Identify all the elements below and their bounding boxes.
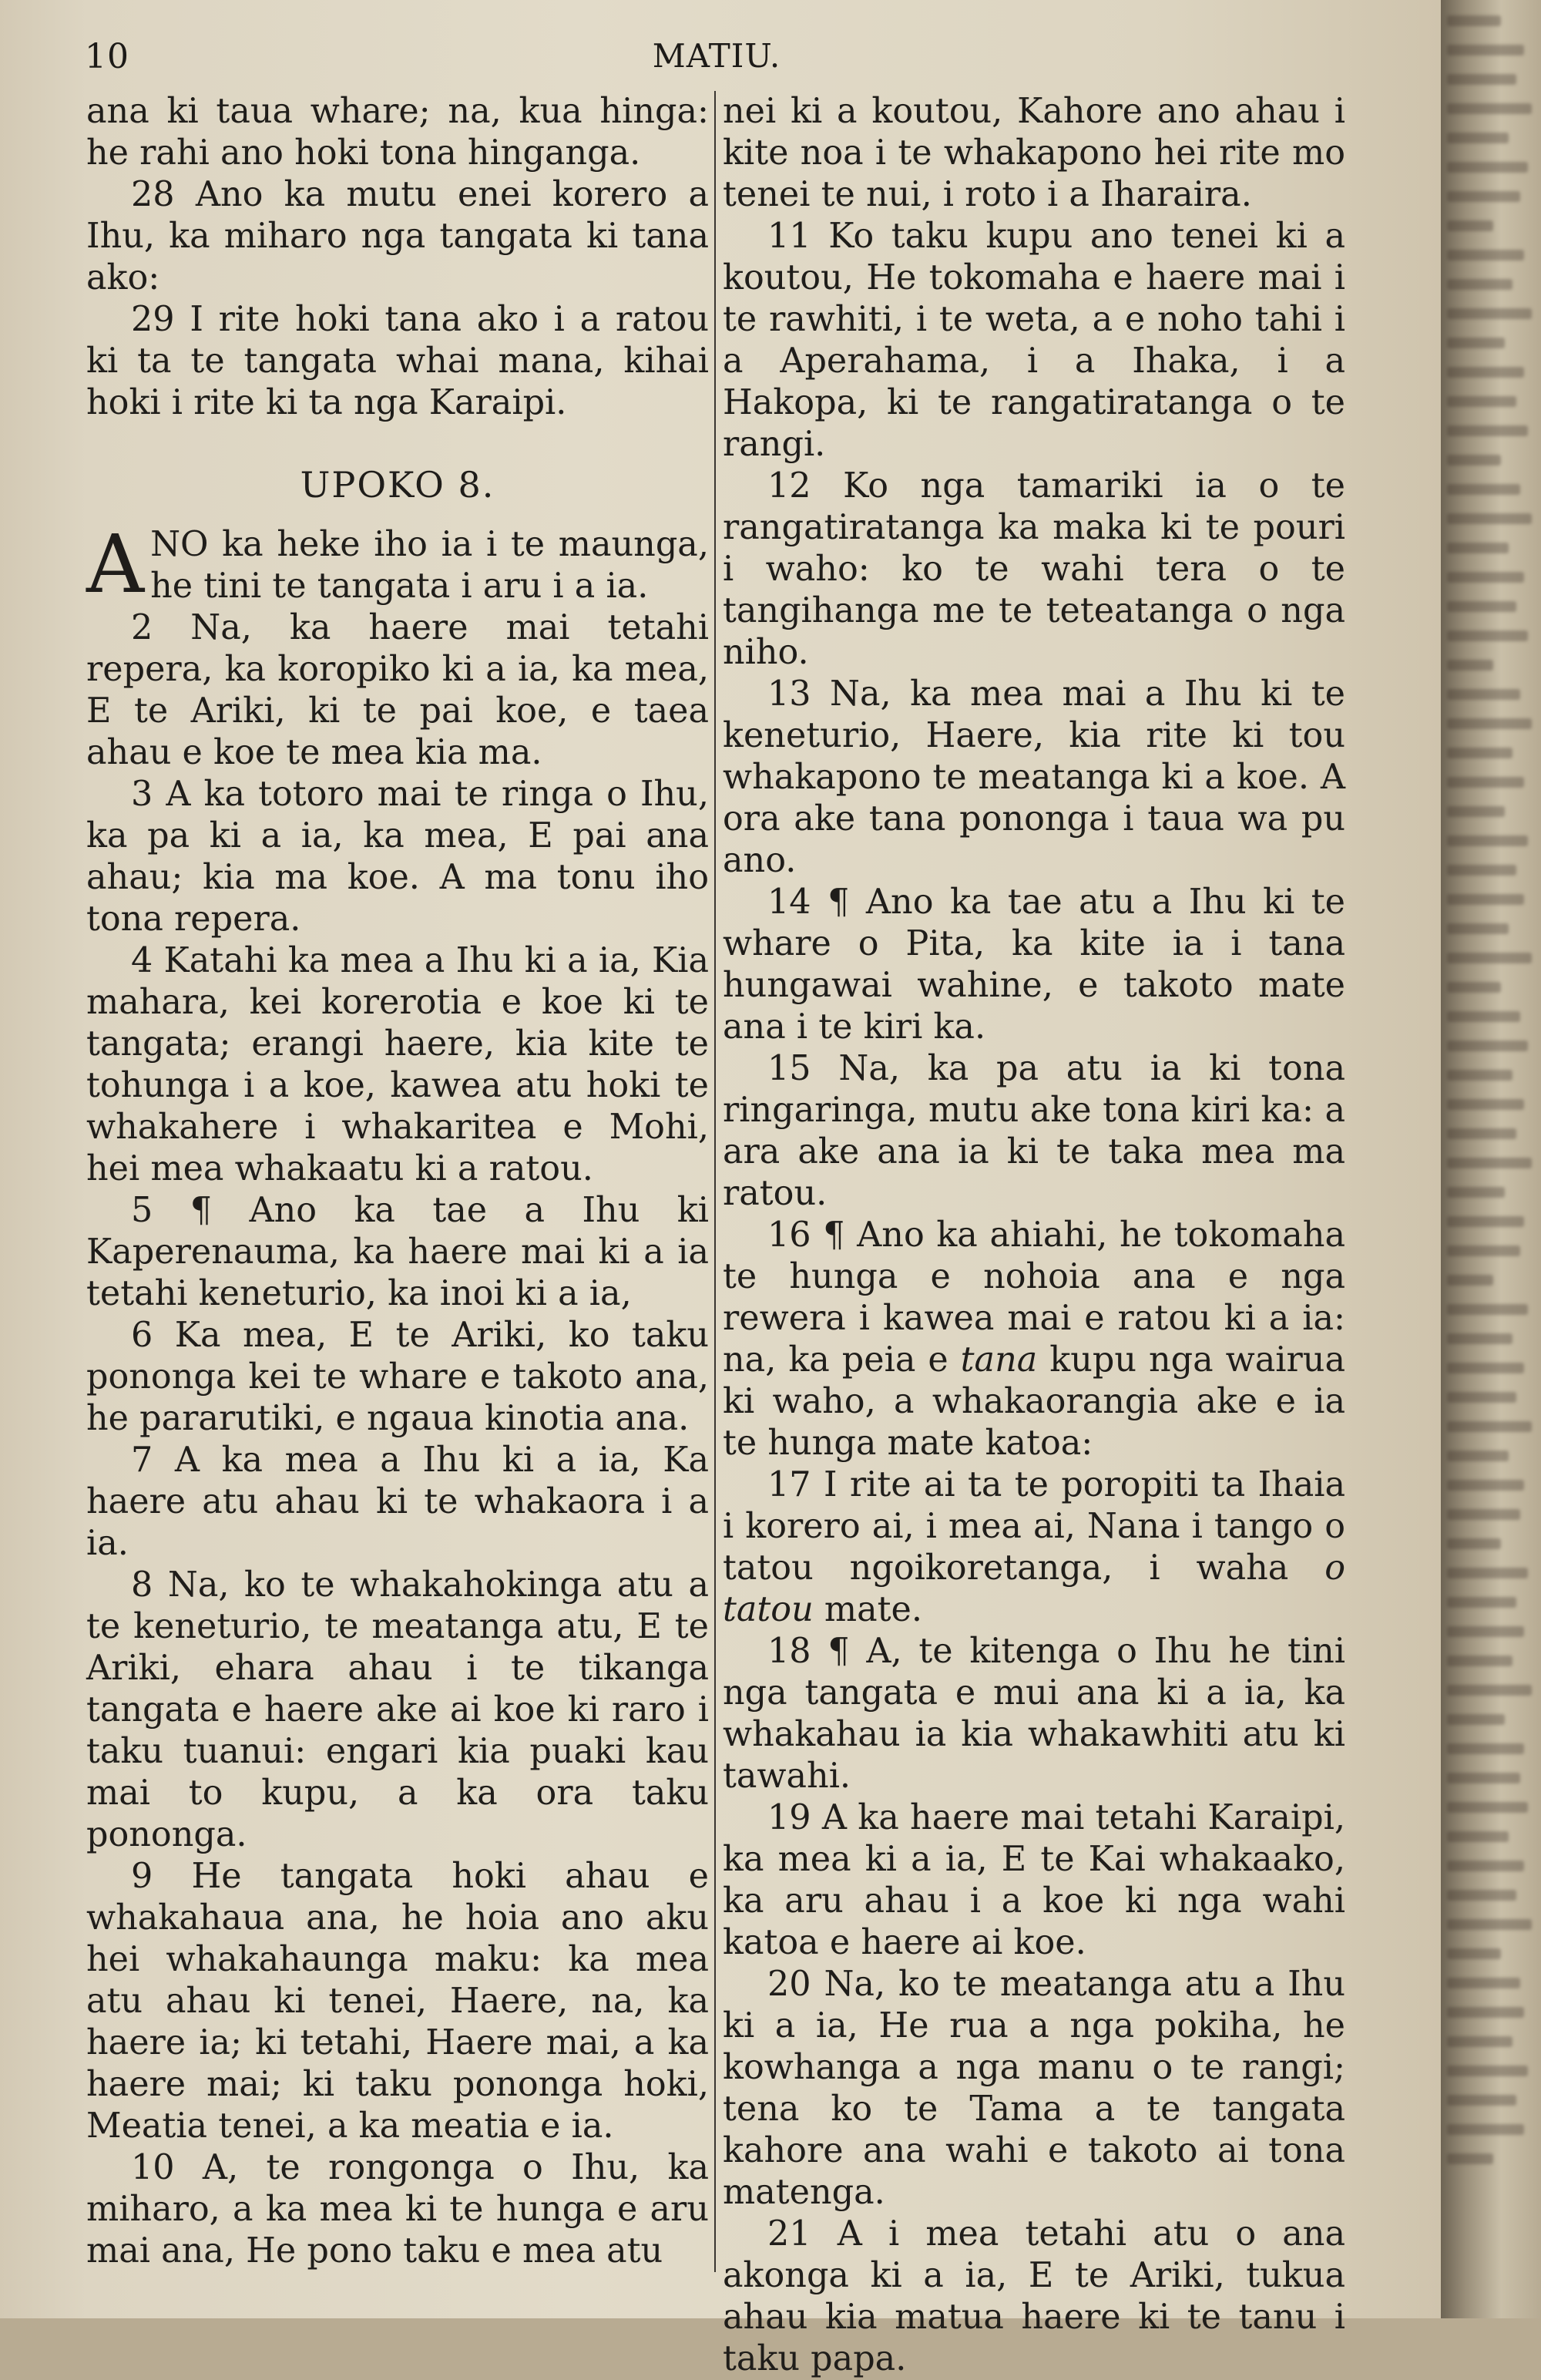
verse-17-italic: o tatou [723,1548,1345,1629]
verse-8: 8 Na, ko te whakahokinga atu a te keneturio, te meatanga atu, E te Ariki, ehara ahau i te tikanga tangata e haere ake ai koe ki raro i taku tuanui: engari kia puaki kau mai to kupu, a ka ora taku pononga. [86,1565,709,1854]
verse-28: 28 Ano ka mutu enei korero a Ihu, ka miharo nga tangata ki tana ako: [86,175,709,298]
verse-21: 21 A i mea tetahi atu o ana akonga ki a ia, E te Ariki, tukua ahau kia matua haere ki te tanu i taku papa. [723,2214,1345,2378]
verse-29: 29 I rite hoki tana ako i a ratou ki ta te tangata whai mana, kihai hoki i rite ki ta nga Karaipi. [86,300,709,422]
verse-10: 10 A, te rongonga o Ihu, ka miharo, a ka mea ki te hunga e aru mai ana, He pono taku e mea atu [86,2148,709,2271]
verse-12: 12 Ko nga tamariki ia o te rangatiratanga ka maka ki te pouri i waho: ko te wahi tera o te tangihanga me te teteatanga o nga niho. [723,466,1345,672]
verse-18: 18 ¶ A, te kitenga o Ihu he tini nga tangata e mui ana ki a ia, ka whakahau ia kia whakawhiti atu ki tawahi. [723,1632,1345,1796]
running-head [85,37,1348,83]
verse-5: 5 ¶ Ano ka tae a Ihu ki Kaperenauma, ka haere mai ki a ia tetahi keneturio, ka inoi ki a ia, [86,1191,709,1313]
verse-19: 19 A ka haere mai tetahi Karaipi, ka mea ki a ia, E te Kai whakaako, ka aru ahau i a koe ki nga wahi katoa e haere ai koe. [723,1798,1345,1962]
verse-1 [86,517,709,611]
book-title: MATIU. [652,37,781,75]
next-page-edge [1441,0,1541,2318]
verse-17-text-a: 17 I rite ai ta te poropiti ta Ihaia i korero ai, i mea ai, Nana i tango o tatou ngoikoretanga, i waha [723,1465,1345,1588]
verse-6: 6 Ka mea, E te Ariki, ko taku pononga kei te whare e takoto ana, he pararutiki, e ngaua kinotia ana. [86,1316,709,1438]
left-column [86,91,709,2272]
paragraph: nei ki a koutou, Kahore ano ahau i kite noa i te whakapono hei rite mo tenei te nui, i roto i a Iharaira. [723,92,1345,214]
drop-cap: A [86,517,145,611]
chapter-heading: UPOKO 8. [300,464,495,506]
paragraph: ana ki taua whare; na, kua hinga: he rahi ano hoki tona hinganga. [86,92,709,173]
verse-15: 15 Na, ka pa atu ia ki tona ringaringa, mutu ake tona kiri ka: a ara ake ana ia ki te taka mea ma ratou. [723,1049,1345,1213]
verse-2: 2 Na, ka haere mai tetahi repera, ka koropiko ki a ia, ka mea, E te Ariki, ki te pai koe, e taea ahau e koe te mea kia ma. [86,608,709,772]
verse-16 [723,1215,1345,1464]
page-number: 10 [85,37,129,76]
verse-9: 9 He tangata hoki ahau e whakahaua ana, he hoia ano aku hei whakahaunga maku: ka mea atu ahau ki tenei, Haere, na, ka haere ia; ki tetahi, Haere mai, a ka haere mai; ki taku pononga hoki, Meatia tenei, a ka meatia e ia. [86,1857,709,2146]
verse-20: 20 Na, ko te meatanga atu a Ihu ki a ia, He rua a nga pokiha, he kowhanga a nga manu o te rangi; tena ko te Tama a te tangata kahore ana wahi e takoto ai tona matenga. [723,1965,1345,2212]
verse-11: 11 Ko taku kupu ano tenei ki a koutou, He tokomaha e haere mai i te rawhiti, i te weta, a e noho tahi i a Aperahama, i a Ihaka, i a Hakopa, ki te rangatiratanga o te rangi. [723,217,1345,464]
verse-16-italic: tana [960,1340,1038,1380]
verse-17-text-b: mate. [813,1590,922,1629]
verse-4: 4 Katahi ka mea a Ihu ki a ia, Kia mahara, kei korerotia e koe ki te tangata; erangi haere, kia kite te tohunga i a koe, kawea atu hoki te whakahere i whakaritea e Mohi, hei mea whakaatu ki a ratou. [86,941,709,1188]
column-divider [714,91,716,2272]
verse-13: 13 Na, ka mea mai a Ihu ki te keneturio, Haere, kia rite ki tou whakapono te meatanga ki a koe. A ora ake tana pononga i taua wa pu ano. [723,674,1345,880]
right-column [723,91,1345,2380]
verse-3: 3 A ka totoro mai te ringa o Ihu, ka pa ki a ia, ka mea, E pai ana ahau; kia ma koe. A ma tonu iho tona repera. [86,775,709,939]
blurred-text-lines [1447,15,1539,2183]
verse-7: 7 A ka mea a Ihu ki a ia, Ka haere atu ahau ki te whakaora i a ia. [86,1440,709,1563]
verse-17 [723,1464,1345,1631]
verse-16-text-a: 16 ¶ Ano ka ahiahi, he tokomaha te hunga e nohoia ana e nga rewera i kawea mai e ratou ki a ia: na, ka peia e [723,1215,1345,1380]
verse-16-text-b: kupu nga wairua ki waho, a whakaorangia ake e ia te hunga mate katoa: [723,1340,1345,1463]
verse-14: 14 ¶ Ano ka tae atu a Ihu ki te whare o Pita, ka kite ia i tana hungawai wahine, e takoto mate ana i te kiri ka. [723,882,1345,1047]
verse-1-text: NO ka heke iho ia i te maunga, he tini te tangata i aru i a ia. [150,525,709,606]
